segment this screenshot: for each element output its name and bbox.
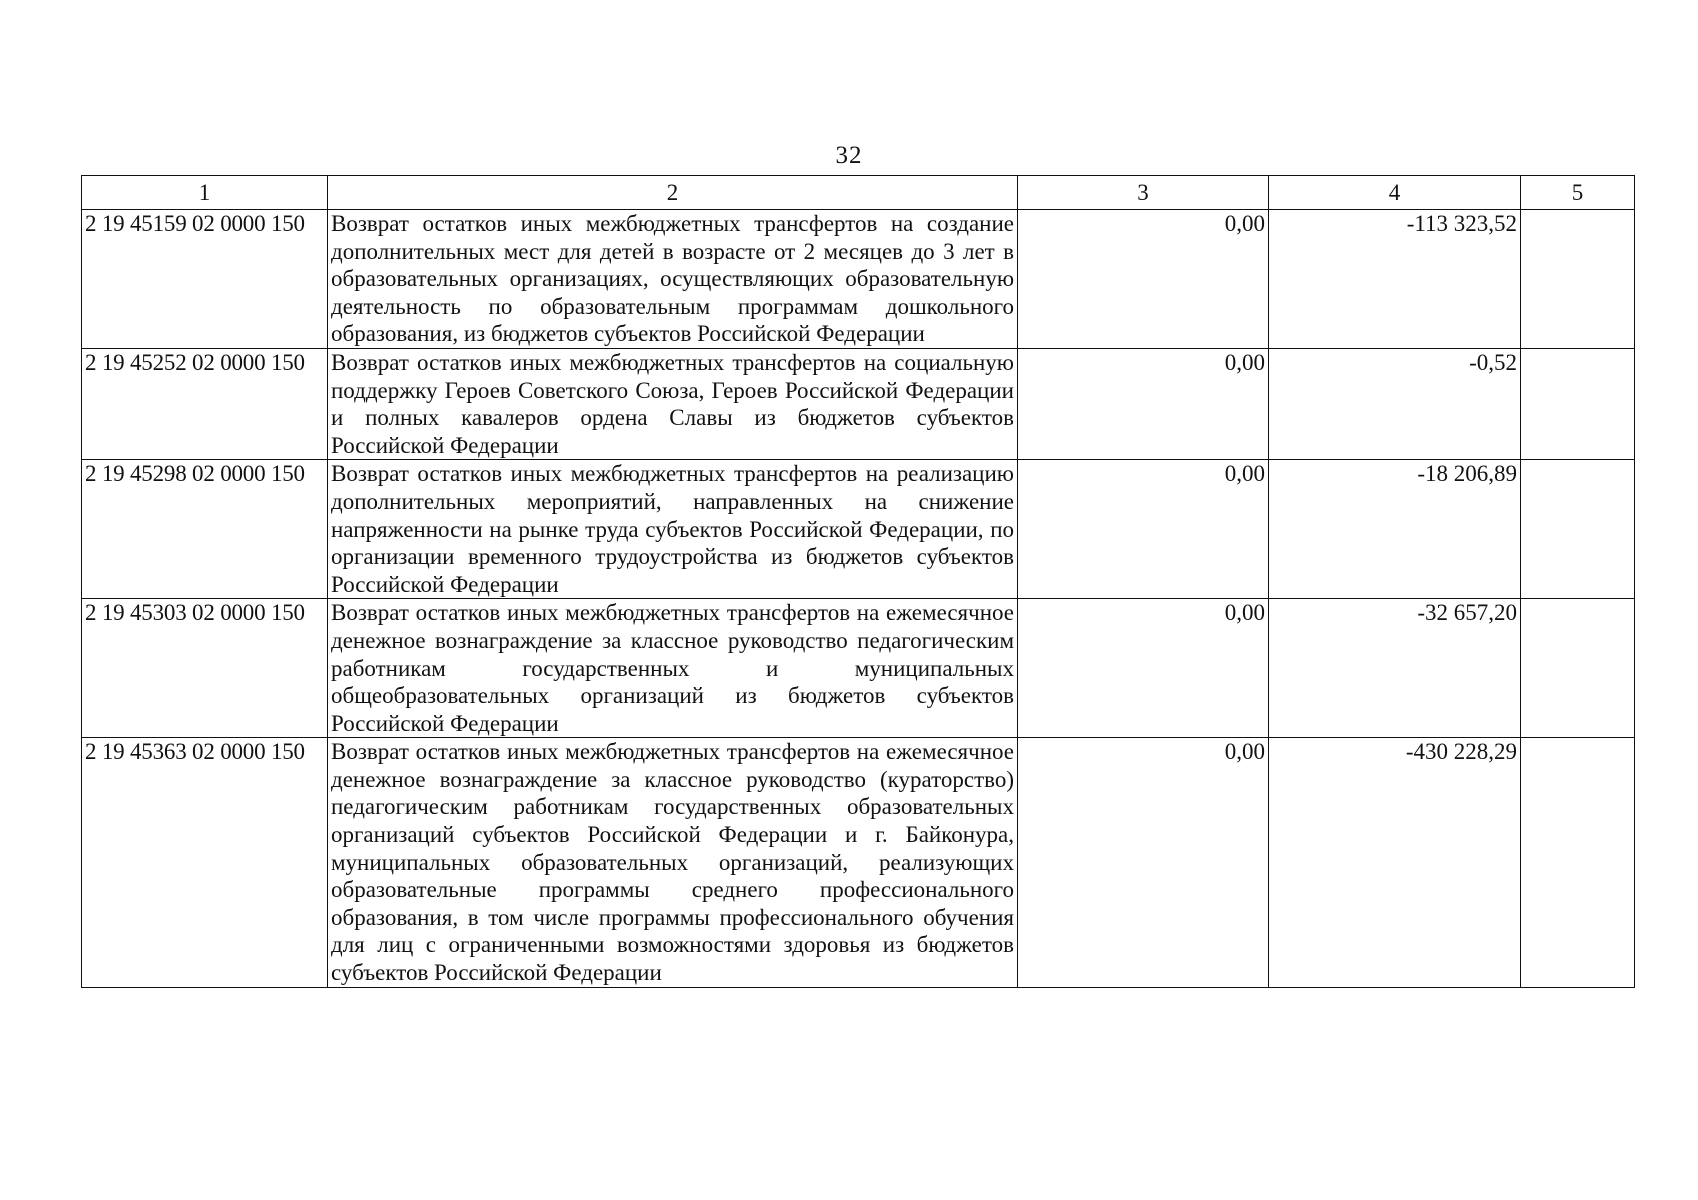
header-row	[82, 176, 1635, 210]
table-body	[82, 210, 1635, 988]
column-5-value	[1521, 348, 1635, 459]
column-5-value	[1521, 210, 1635, 349]
budget-code: 2 19 45298 02 0000 150	[82, 460, 328, 599]
budget-code: 2 19 45303 02 0000 150	[82, 599, 328, 738]
budget-description: Возврат остатков иных межбюджетных трансфертов на создание дополнительных мест для детей в возрасте от 2 месяцев до 3 лет в образовательных организациях, осуществляющих образовательную деятельность по образовательным программам дошкольного образования, из бюджетов субъектов Российской Федерации	[328, 210, 1018, 349]
column-header-3: 3	[1018, 176, 1269, 210]
table-row	[82, 348, 1635, 459]
column-3-value: 0,00	[1018, 599, 1269, 738]
column-3-value: 0,00	[1018, 210, 1269, 349]
column-5-value	[1521, 599, 1635, 738]
table-row	[82, 599, 1635, 738]
budget-description: Возврат остатков иных межбюджетных трансфертов на реализацию дополнительных мероприятий, направленных на снижение напряженности на рынке труда субъектов Российской Федерации, по организации временного трудоустройства из бюджетов субъектов Российской Федерации	[328, 460, 1018, 599]
column-5-value	[1521, 460, 1635, 599]
budget-code: 2 19 45159 02 0000 150	[82, 210, 328, 349]
column-5-value	[1521, 738, 1635, 987]
column-3-value: 0,00	[1018, 738, 1269, 987]
column-4-value: -113 323,52	[1269, 210, 1521, 349]
page-number: 32	[835, 142, 863, 169]
budget-table	[81, 175, 1635, 988]
table-row	[82, 460, 1635, 599]
budget-code: 2 19 45363 02 0000 150	[82, 738, 328, 987]
column-4-value: -18 206,89	[1269, 460, 1521, 599]
budget-description: Возврат остатков иных межбюджетных трансфертов на социальную поддержку Героев Советского Союза, Героев Российской Федерации и полных кавалеров ордена Славы из бюджетов субъектов Российской Федерации	[328, 348, 1018, 459]
table-row	[82, 210, 1635, 349]
column-header-5: 5	[1521, 176, 1635, 210]
column-header-2: 2	[328, 176, 1018, 210]
column-4-value: -32 657,20	[1269, 599, 1521, 738]
column-3-value: 0,00	[1018, 460, 1269, 599]
column-3-value: 0,00	[1018, 348, 1269, 459]
column-4-value: -430 228,29	[1269, 738, 1521, 987]
budget-description: Возврат остатков иных межбюджетных трансфертов на ежемесячное денежное вознаграждение за классное руководство (кураторство) педагогическим работникам государственных образовательных организаций субъектов Российской Федерации и г. Байконура, муниципальных образовательных организаций, реализующих образовательные программы среднего профессионального образования, в том числе программы профессионального обучения для лиц с ограниченными возможностями здоровья из бюджетов субъектов Российской Федерации	[328, 738, 1018, 987]
table-header	[82, 176, 1635, 210]
column-header-4: 4	[1269, 176, 1521, 210]
column-header-1: 1	[82, 176, 328, 210]
budget-description: Возврат остатков иных межбюджетных трансфертов на ежемесячное денежное вознаграждение за классное руководство педагогическим работникам государственных и муниципальных общеобразовательных организаций из бюджетов субъектов Российской Федерации	[328, 599, 1018, 738]
budget-code: 2 19 45252 02 0000 150	[82, 348, 328, 459]
column-4-value: -0,52	[1269, 348, 1521, 459]
table-row	[82, 738, 1635, 987]
